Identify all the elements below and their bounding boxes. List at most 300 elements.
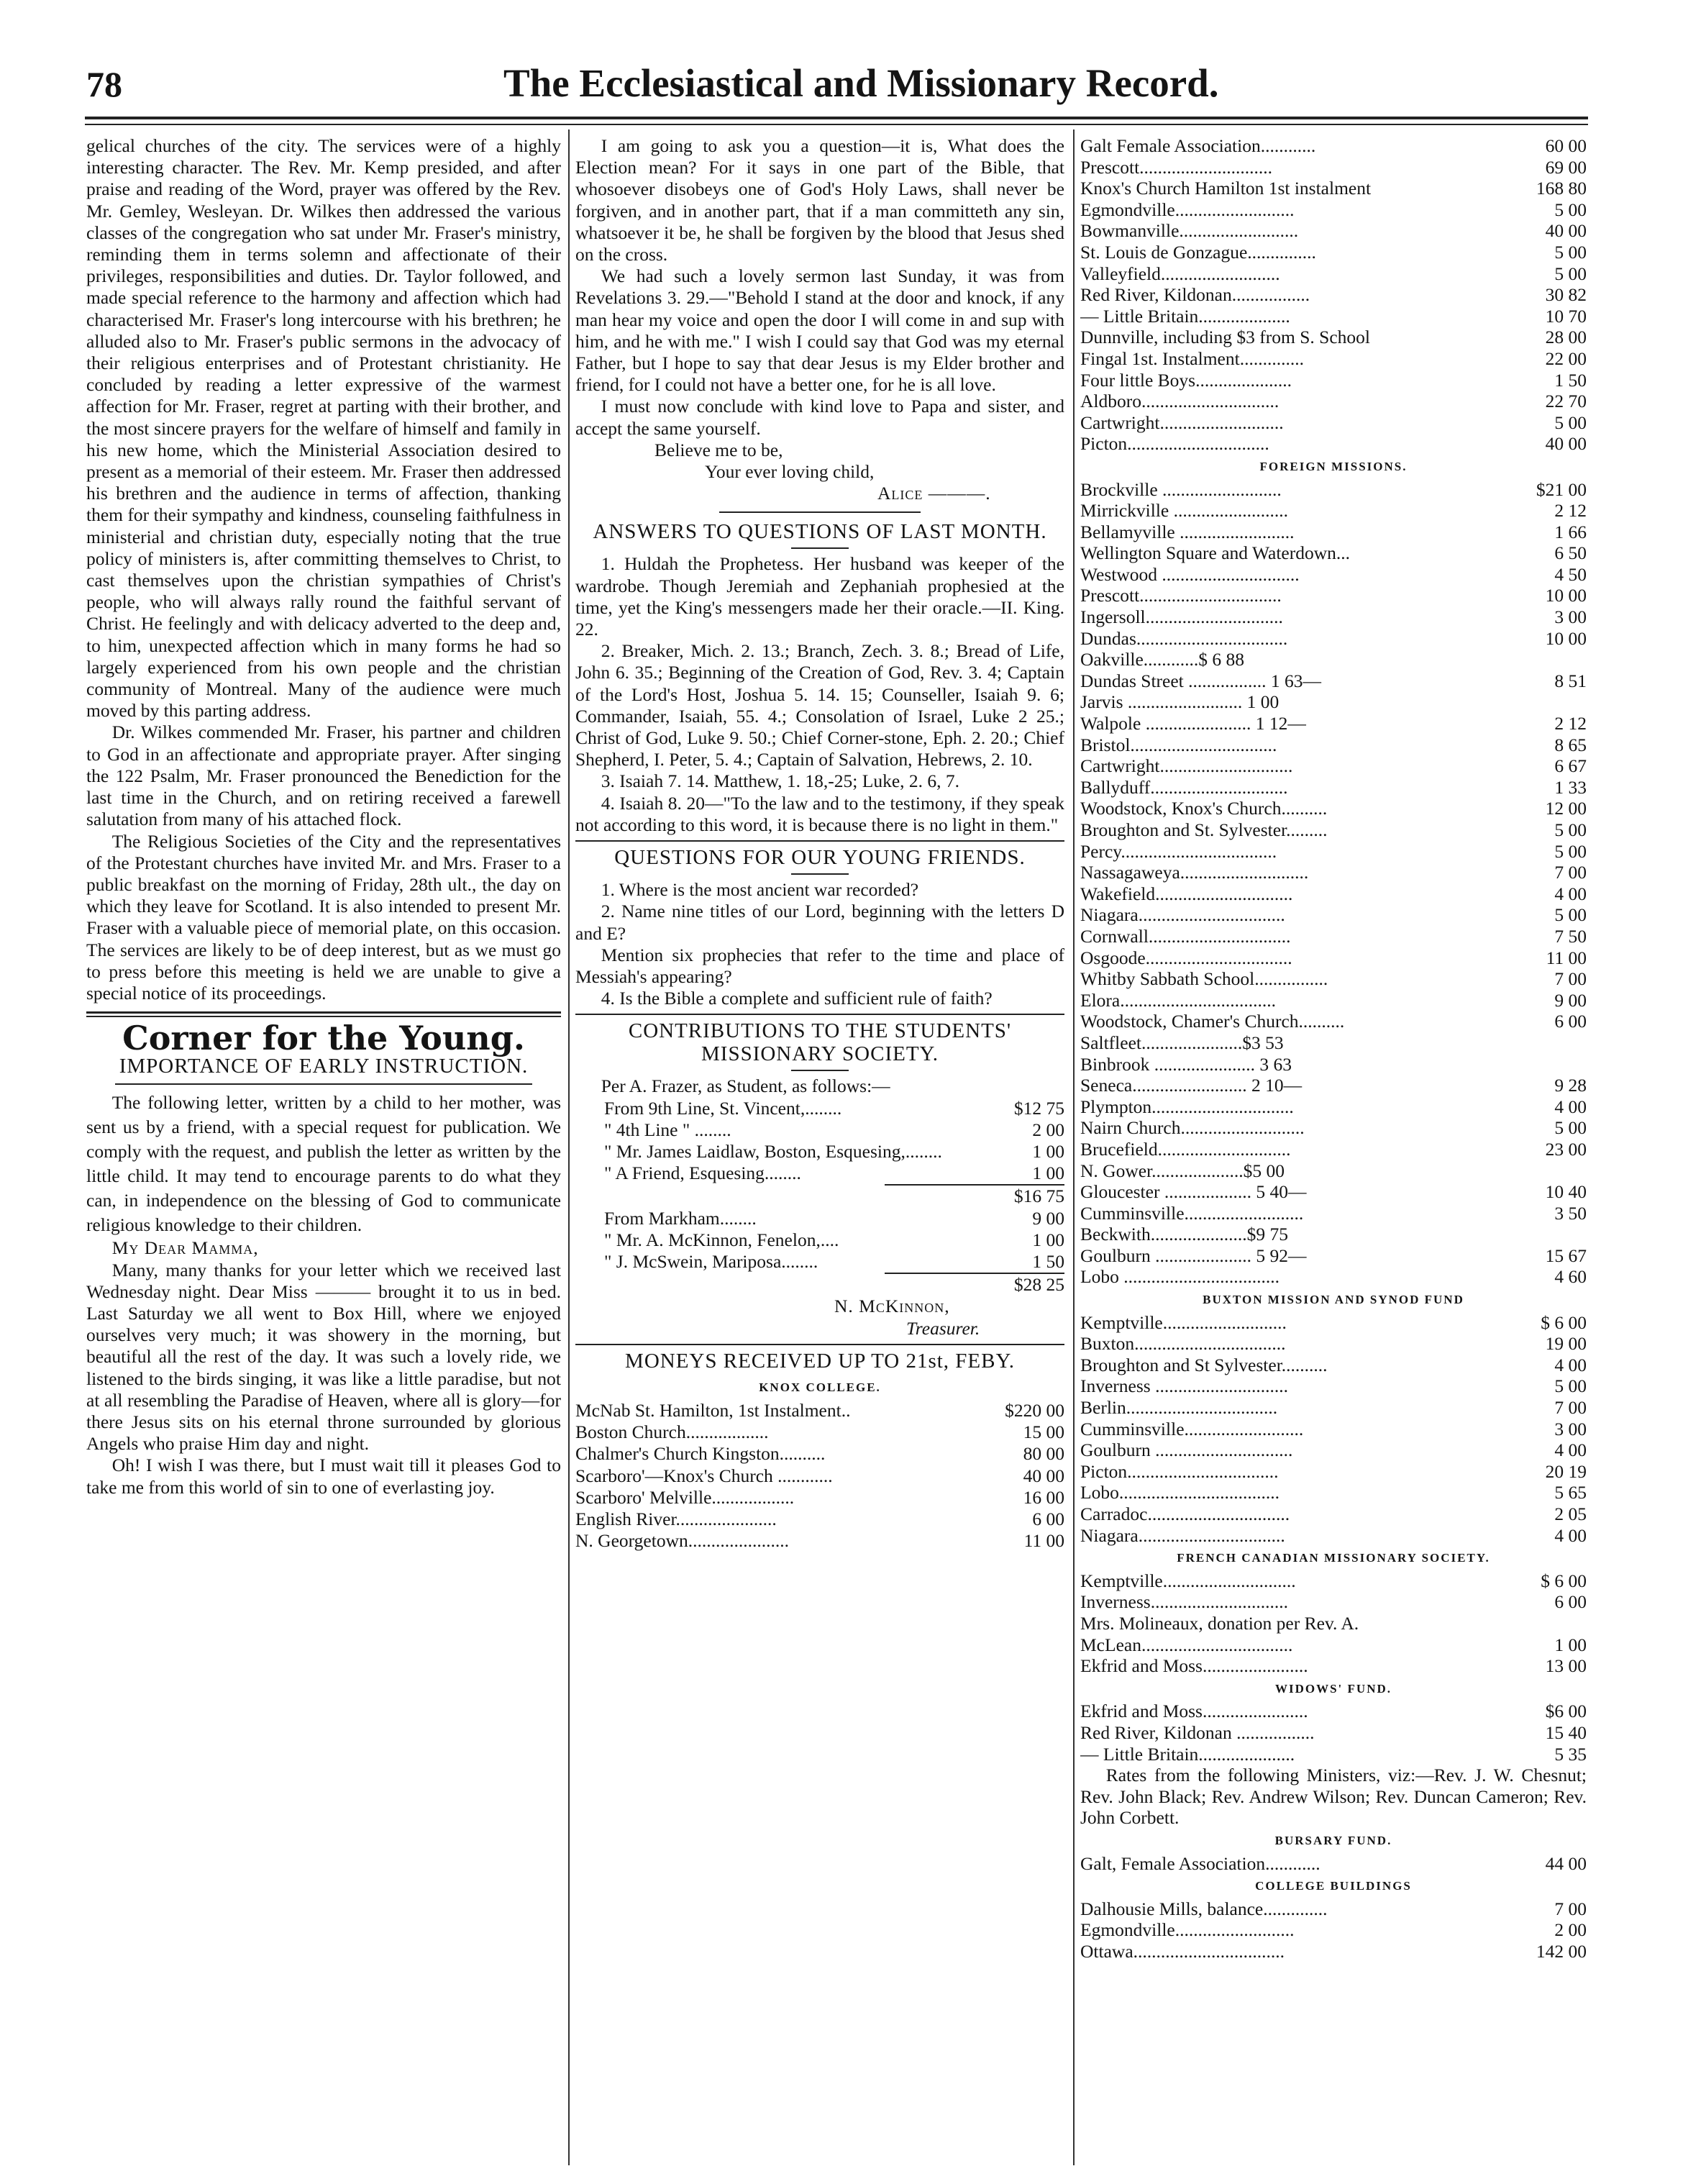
subsection-heading: BUXTON MISSION AND SYNOD FUND [1203,1293,1464,1307]
paragraph: The Religious Societies of the City and the representatives of the Protestant churches have invited Mr. and Mrs. Fraser to a public breakfast on the morning of Friday, 28th ult., the day on which they leave for Scotland. It is also intended to present Mr. Fraser with a valuable piece of memorial plate, on this occasion. The services are likely to be of deep interest, but as we must go to press before this meeting is held we are unable to give a special notice of its proceedings. [86,830,561,1004]
item-name: Scarboro' Melville.................. [575,1486,795,1508]
answer: 4. Isaiah 8. 20—"To the law and to the testimony, if they speak not according to this word, it is because there is no light in them." [575,792,1064,835]
article-heading: MONEYS RECEIVED UP TO 21st, FEBY. [625,1349,1015,1373]
list-item [1080,1160,1587,1182]
item-amount: $21 00 [1536,478,1587,500]
answer: 3. Isaiah 7. 14. Matthew, 1. 18,-25; Luke, 2. 6, 7. [601,770,960,792]
list-item [604,1229,1064,1251]
list-item [575,1400,1064,1421]
item-name: Prescott............................. [1080,156,1273,178]
answer: 1. Huldah the Prophetess. Her husband was keeper of the wardrobe. Though Jeremiah and Zephaniah prophesied at the time, yet the King's messengers made her their oracle.—II. King. 22. [575,553,1064,640]
list-item [1080,883,1587,905]
item-name: Wakefield.............................. [1080,883,1293,904]
list-item [1080,1312,1587,1334]
item-amount: 6 50 [1554,542,1587,564]
item-amount: 6 00 [1554,1011,1587,1032]
item-name: Scarboro'—Knox's Church ............ [575,1465,833,1486]
list-item [604,1098,1064,1119]
item-name: Red River, Kildonan ................. [1080,1721,1315,1743]
item-amount: 7 00 [1554,1397,1587,1419]
article-heading: IMPORTANCE OF EARLY INSTRUCTION. [119,1055,529,1078]
item-amount: 12 00 [1545,798,1587,819]
list-item [1080,1203,1587,1224]
item-amount: 4 60 [1554,1266,1587,1288]
item-name: Dunnville, including $3 from S. School [1080,327,1371,348]
item-name: Brockville .......................... [1080,478,1282,500]
item-amount: $ 6 00 [1541,1311,1587,1333]
item-amount: 5 00 [1554,199,1587,220]
list-item [575,1465,1064,1487]
item-name: Dundas................................. [1080,627,1288,649]
item-name: " Mr. A. McKinnon, Fenelon,.... [604,1229,839,1250]
list-item [575,1443,1064,1465]
list-item [1080,1919,1587,1941]
item-amount: 6 67 [1554,755,1587,777]
divider [575,1344,1064,1345]
item-name: Prescott............................... [1080,585,1282,606]
item-name: Niagara................................ [1080,904,1285,926]
item-name: " A Friend, Esquesing........ [604,1162,801,1184]
column-divider [568,129,570,2165]
item-name: Wellington Square and Waterdown... [1080,542,1351,564]
item-name: McNab St. Hamilton, 1st Instalment.. [575,1399,851,1421]
item-amount: 3 00 [1554,1418,1587,1439]
item-name: Aldboro.............................. [1080,391,1280,412]
item-name: Woodstock, Knox's Church.......... [1080,798,1328,819]
paragraph: Many, many thanks for your letter which we received last Wednesday night. Dear Miss ——— brought it to us in bed. Last Saturday we all went to Box Hill, where we enjoyed ourselves very much; it was showery in the morning, but beautiful all the rest of the day. It was such a lovely ride, we listened to the birds singing, it was like a little paradise, but not at all resembling the Paradise of Heaven, where all is glory—for there Jesus sits on his eternal throne surrounded by glorious Angels who praise Him day and night. [86,1259,561,1455]
item-name: — Little Britain.................... [1080,305,1290,327]
list-item [1080,1355,1587,1376]
item-amount: 1 66 [1554,521,1587,542]
article-heading: CONTRIBUTIONS TO THE STUDENTS' MISSIONARY SOCIETY. [628,1019,1012,1066]
item-amount: 8 65 [1554,734,1587,755]
signature: Alice ———. [877,483,991,504]
item-amount: 2 05 [1554,1503,1587,1524]
list-item [1080,1570,1587,1592]
list-item [1080,500,1587,522]
list-item [1080,947,1587,969]
item-amount: 3 00 [1554,606,1587,628]
item-name: Ekfrid and Moss....................... [1080,1655,1308,1677]
question: 1. Where is the most ancient war recorded? [601,879,919,901]
item-amount: 1 00 [1032,1229,1064,1250]
item-amount: 6 00 [1554,1591,1587,1613]
item-amount: 15 40 [1545,1721,1587,1743]
list-item [1080,157,1587,178]
item-amount: 5 00 [1554,263,1587,284]
item-name: St. Louis de Gonzague............... [1080,241,1316,263]
closing: Your ever loving child, [705,461,875,483]
item-amount: 2 12 [1554,713,1587,734]
item-name: Buxton................................. [1080,1333,1286,1355]
list-item [1080,1744,1587,1765]
list-item [1080,1139,1587,1160]
running-title: The Ecclesiastical and Missionary Record. [503,61,1219,105]
paragraph: I am going to ask you a question—it is, What does the Election mean? For it says in one part of the Bible, that whosoever disobeys one of God's Holy Laws, shall never be forgiven, and in another part, that if a man committeth any sin, whatsoever it be, he shall be forgiven by the blood that Jesus shed on the cross. [575,135,1064,265]
item-name: Mrs. Molineaux, donation per Rev. A. [1080,1612,1359,1634]
list-item [1080,713,1587,734]
item-name: Four little Boys..................... [1080,369,1292,391]
item-name: Goulburn .............................. [1080,1439,1293,1461]
item-amount: 142 00 [1536,1940,1587,1962]
treasurer-name: N. McKinnon, [834,1296,950,1317]
item-amount: 10 00 [1545,585,1587,606]
divider [575,1014,1064,1015]
salutation: My Dear Mamma, [111,1237,259,1259]
item-amount: 16 00 [1023,1486,1064,1508]
item-amount: 11 00 [1546,947,1587,968]
item-name: Nairn Church........................... [1080,1117,1305,1139]
list-item [1080,1941,1587,1962]
item-name: Kemptville............................. [1080,1570,1296,1591]
item-name: Cumminsville.......................... [1080,1418,1304,1439]
contrib-intro: Per A. Frazer, as Student, as follows:— [601,1075,890,1097]
list-item [1080,990,1587,1011]
item-amount: 28 00 [1545,327,1587,348]
item-name: Niagara................................ [1080,1524,1285,1546]
subsection-heading: WIDOWS' FUND. [1274,1681,1392,1696]
list-item [1080,1655,1587,1677]
item-amount: 1 00 [1032,1162,1064,1184]
item-amount: 4 00 [1554,1354,1587,1375]
list-item [575,1530,1064,1552]
list-item [1080,606,1587,628]
ledger-buxton [1080,1312,1587,1547]
list-item [1080,904,1587,926]
item-name: Red River, Kildonan................. [1080,284,1310,306]
item-name: Kemptville........................... [1080,1311,1287,1333]
list-item [1080,734,1587,756]
item-name: Walpole ....................... 1 12— [1080,713,1306,734]
item-name: Bristol................................ [1080,734,1277,755]
subsection-heading: FRENCH CANADIAN MISSIONARY SOCIETY. [1177,1551,1490,1565]
list-item [1080,1634,1587,1656]
list-item [604,1251,1064,1273]
list-item [1080,199,1587,221]
item-amount: 10 40 [1545,1181,1587,1203]
item-name: " Mr. James Laidlaw, Boston, Esquesing,........ [604,1140,942,1162]
item-name: Brucefield............................. [1080,1138,1291,1160]
list-item [1080,1224,1587,1245]
list-item [1080,284,1587,306]
item-name: N. Gower....................$5 00 [1080,1160,1285,1181]
item-name: Broughton and St Sylvester.......... [1080,1354,1328,1375]
header-rule-thin [85,124,1588,125]
item-name: Westwood .............................. [1080,563,1300,585]
list-item [1080,862,1587,883]
item-amount: 8 51 [1554,670,1587,691]
item-amount [1582,1613,1587,1634]
item-name: Jarvis ......................... 1 00 [1080,691,1280,713]
item-name: Percy.................................. [1080,840,1277,862]
item-amount: 4 00 [1554,1439,1587,1461]
item-name: Plympton............................... [1080,1096,1294,1117]
list-item [1080,1701,1587,1722]
item-name: Cartwright............................. [1080,755,1293,777]
item-name: Cumminsville.......................... [1080,1202,1304,1224]
list-item [1080,1722,1587,1744]
ledger-foreign [1080,479,1587,1288]
item-amount: 2 12 [1554,500,1587,522]
list-item [1080,968,1587,990]
item-amount: 15 67 [1545,1245,1587,1266]
item-amount: 10 70 [1545,305,1587,327]
list-item [1080,178,1587,199]
item-name: Osgoode................................ [1080,947,1292,968]
item-name: Broughton and St. Sylvester......... [1080,819,1328,840]
item-amount: 5 00 [1554,241,1587,263]
item-name: " 4th Line " ........ [604,1119,731,1140]
item-amount: 40 00 [1023,1465,1064,1486]
list-item [1080,1898,1587,1920]
item-amount: 40 00 [1545,220,1587,242]
item-amount: 2 00 [1032,1119,1064,1140]
ledger-top [1080,135,1587,455]
item-name: Woodstock, Chamer's Church.......... [1080,1011,1345,1032]
header-rule [85,117,1588,119]
item-amount: 1 50 [1554,369,1587,391]
item-name: Chalmer's Church Kingston.......... [575,1443,826,1465]
paragraph: We had such a lovely sermon last Sunday, it was from Revelations 3. 29.—"Behold I stand at the door and knock, if any man hear my voice and open the door I will come in and sup with him, and he with me." I wish I could say that God was my eternal Father, but I hope to say that dear Jesus is my Elder brother and friend, for I could not have a better one, for he is all love. [575,265,1064,396]
item-name: Oakville............$ 6 88 [1080,649,1245,670]
ledger-widows [1080,1701,1587,1765]
column-right [1080,135,1587,1962]
paragraph: I must now conclude with kind love to Papa and sister, and accept the same yourself. [575,396,1064,439]
paragraph: The following letter, written by a child to her mother, was sent us by a friend, with a special request for publication. We comply with the request, and publish the letter as written by the little child. It may tend to encourage parents to do what they can, in independence on the blessing of God to communicate religious knowledge to their children. [86,1092,561,1236]
item-name: Egmondville.......................... [1080,199,1295,220]
item-name: Bowmanville.......................... [1080,220,1299,242]
list-item [1080,819,1587,841]
divider [575,840,1064,842]
item-amount: 4 50 [1554,563,1587,585]
item-name: Valleyfield.......................... [1080,263,1280,284]
item-name: Bellamyville ......................... [1080,521,1295,542]
treasurer-title: Treasurer. [906,1317,980,1339]
list-item [575,1509,1064,1530]
article-heading: ANSWERS TO QUESTIONS OF LAST MONTH. [593,520,1047,544]
list-item [1080,522,1587,543]
list-item [1080,1117,1587,1139]
item-amount: 20 19 [1545,1460,1587,1482]
item-name: Dundas Street ................. 1 63— [1080,670,1322,691]
item-amount: 5 00 [1554,840,1587,862]
item-amount: $12 75 [1013,1097,1064,1119]
question: Mention six prophecies that refer to the time and place of Messiah's appearing? [575,944,1064,987]
column-middle [575,135,1064,1552]
item-amount: 5 00 [1554,411,1587,433]
item-name: Picton................................. [1080,1460,1279,1482]
item-name: Elora.................................. [1080,989,1276,1011]
paragraph: gelical churches of the city. The services were of a highly interesting character. The Rev. Mr. Kemp presided, and after praise and reading of the Word, prayer was offered by the Rev. Mr. Gemley, Wesleyan. Dr. Wilkes then addressed the various classes of the congregation who sat under Mr. Fraser's ministry, reminding them in terms solemn and affectionate of their privileges, responsibilities and duties. Dr. Taylor followed, and made special reference to the harmony and affection which had characterised Mr. Fraser's long intercourse with his brethren; he alluded also to Mr. Fraser's public sermons in the advocacy of their religious enterprises and of Protestant christianity. He concluded by reading a letter expressive of the warmest affection for Mr. Fraser, regret at parting with their brother, and the most sincere prayers for the welfare of himself and family in his new home, which the Ministerial Association desired to present as a memorial of their esteem. Mr. Fraser then addressed his brethren and the audience in terms of affection, thanking them for their sympathy and kindness, counseling faithfulness in ministerial and christian duty, especially noting that the true policy of ministers is, after committing themselves to Christ, to cast themselves upon the christian sympathies of Christ's people, who will always rally round the faithful servant of Christ. He feelingly and with delicacy adverted to the deep and, to him, unexpected affection which in many forms he had so largely experienced from his own people and the christian community of Montreal. Many of the audience were much moved by this parting address. [86,135,561,722]
ledger-french [1080,1570,1587,1677]
item-amount: 22 70 [1545,391,1587,412]
item-name: Binbrook ...................... 3 63 [1080,1053,1292,1075]
subtotal: $16 75 [885,1184,1064,1207]
item-name: Lobo .................................. [1080,1266,1280,1288]
list-item [1080,1591,1587,1613]
subsection-heading: COLLEGE BUILDINGS [1255,1879,1412,1893]
list-item [1080,220,1587,242]
list-item [1080,1181,1587,1203]
item-amount: 7 00 [1554,862,1587,883]
divider [115,1083,532,1085]
item-name: English River...................... [575,1508,777,1529]
item-name: — Little Britain..................... [1080,1743,1295,1765]
item-amount: 15 00 [1023,1421,1064,1443]
list-item [1080,1613,1587,1634]
item-amount: 1 00 [1032,1140,1064,1162]
item-name: Egmondville.......................... [1080,1919,1295,1941]
item-name: Knox's Church Hamilton 1st instalment [1080,178,1372,199]
item-name: N. Georgetown...................... [575,1530,789,1552]
item-amount: 60 00 [1545,135,1587,156]
list-item [1080,327,1587,348]
list-item [1080,1054,1587,1075]
column-divider [1073,129,1075,2165]
subsection-heading: KNOX COLLEGE. [759,1380,881,1394]
list-item [1080,1096,1587,1118]
section-heading: Corner for the Young. [122,1019,525,1058]
list-item [1080,691,1587,713]
item-amount: 1 33 [1554,776,1587,798]
item-amount: 2 00 [1554,1919,1587,1941]
column-left [86,135,561,1498]
list-item [1080,370,1587,391]
list-item [1080,542,1587,564]
item-name: Beckwith.....................$9 75 [1080,1224,1288,1245]
list-item [1080,479,1587,501]
item-amount: 3 50 [1554,1202,1587,1224]
item-amount: 40 00 [1545,433,1587,455]
list-item [1080,798,1587,819]
item-name: Goulburn ..................... 5 92— [1080,1245,1307,1266]
list-item [1080,1461,1587,1483]
list-item [1080,412,1587,434]
item-amount: 168 80 [1536,178,1587,199]
item-name: Galt Female Association............ [1080,135,1316,156]
item-name: Ekfrid and Moss....................... [1080,1701,1308,1722]
list-item [604,1119,1064,1141]
divider [719,511,921,513]
subsection-heading: FOREIGN MISSIONS. [1259,459,1408,473]
item-amount: 7 50 [1554,925,1587,947]
item-amount: 80 00 [1023,1443,1064,1465]
item-name: Seneca......................... 2 10— [1080,1075,1303,1096]
item-name: McLean................................. [1080,1634,1293,1655]
list-item [1080,306,1587,327]
divider [791,547,849,549]
list-item [1080,1266,1587,1288]
item-name: Galt, Female Association............ [1080,1852,1320,1874]
list-item [1080,135,1587,157]
list-item [1080,1032,1587,1054]
list-item [1080,1397,1587,1419]
item-name: Carradoc............................... [1080,1503,1290,1524]
item-name: From Markham........ [604,1207,757,1229]
list-item [1080,1419,1587,1440]
item-name: Mirrickville ......................... [1080,500,1288,522]
list-item [604,1141,1064,1162]
list-item [604,1208,1064,1229]
item-amount [1582,691,1587,713]
item-name: Ballyduff.............................. [1080,776,1288,798]
ledger-bursary [1080,1853,1587,1875]
rates-note: Rates from the following Ministers, viz:—Rev. J. W. Chesnut; Rev. John Black; Rev. Andrew Wilson; Rev. Duncan Cameron; Rev. John Corbett. [1080,1765,1587,1829]
list-item [1080,755,1587,777]
list-item [1080,777,1587,798]
item-amount: 4 00 [1554,883,1587,904]
item-amount: 23 00 [1545,1138,1587,1160]
item-name: Whitby Sabbath School................ [1080,968,1328,990]
section-rule [86,1011,561,1017]
list-item [1080,670,1587,692]
item-name: Ingersoll.............................. [1080,606,1283,628]
item-amount: 30 82 [1545,284,1587,306]
item-name: Ottawa................................. [1080,1940,1285,1962]
divider [791,1070,849,1071]
item-amount: 5 00 [1554,1117,1587,1139]
item-amount: 11 00 [1023,1530,1064,1552]
item-amount: 5 00 [1554,1375,1587,1397]
item-amount [1582,649,1587,670]
item-amount: 9 00 [1032,1207,1064,1229]
item-name: Fingal 1st. Instalment.............. [1080,347,1304,369]
list-item [1080,649,1587,670]
item-amount [1582,1054,1587,1075]
item-amount: 19 00 [1545,1333,1587,1355]
item-amount: $ 6 00 [1541,1570,1587,1591]
question: 2. Name nine titles of our Lord, beginning with the letters D and E? [575,901,1064,944]
item-name: Inverness.............................. [1080,1591,1288,1613]
item-amount: 10 00 [1545,627,1587,649]
item-amount: 9 00 [1554,989,1587,1011]
item-amount: 7 00 [1554,968,1587,990]
list-item [1080,1245,1587,1267]
list-item [1080,926,1587,947]
list-item [1080,1333,1587,1355]
item-amount [1582,1160,1587,1182]
list-item [1080,391,1587,412]
list-item [575,1421,1064,1443]
list-item [1080,1075,1587,1096]
list-item [1080,1011,1587,1032]
item-name: Cornwall............................... [1080,925,1291,947]
item-name: Gloucester ................... 5 40— [1080,1181,1307,1203]
list-item [1080,263,1587,285]
item-amount: $220 00 [1005,1399,1064,1421]
list-item [1080,1482,1587,1503]
total: $28 25 [885,1273,1064,1296]
item-amount: 5 00 [1554,904,1587,926]
paragraph: Dr. Wilkes commended Mr. Fraser, his partner and children to God in an affectionate and appropriate prayer. After singing the 122 Psalm, Mr. Fraser pronounced the Benediction for the last time in the Church, and on retiring received a farewell salutation from many of his attached flock. [86,722,561,830]
answer: 2. Breaker, Mich. 2. 13.; Branch, Zech. 3. 8.; Bread of Life, John 6. 35.; Beginning of the Creation of God, Rev. 3. 4; Captain of the Lord's Host, Joshua 5. 14. 15; Counseller, Isaiah 9. 6; Commander, Isaiah, 55. 4.; Consolation of Israel, Luke 2 25.; Christ of God, Luke 9. 50.; Chief Corner-stone, Eph. 2. 20.; Chief Shepherd, I. Peter, 5. 4.; Captain of Salvation, Hebrews, 2. 10. [575,640,1064,770]
article-heading: QUESTIONS FOR OUR YOUNG FRIENDS. [614,846,1026,870]
item-amount [1582,1032,1587,1054]
list-item [1080,348,1587,370]
closing: Believe me to be, [654,439,783,460]
list-item [1080,628,1587,650]
item-amount: 4 00 [1554,1524,1587,1546]
list-item [1080,564,1587,586]
list-item [1080,585,1587,606]
item-amount: 5 35 [1554,1743,1587,1765]
item-amount: 44 00 [1545,1852,1587,1874]
item-name: From 9th Line, St. Vincent,........ [604,1097,842,1119]
item-amount: 6 00 [1032,1508,1064,1529]
item-name: Cartwright........................... [1080,411,1284,433]
item-amount: 5 65 [1554,1482,1587,1503]
page-number: 78 [86,64,122,104]
